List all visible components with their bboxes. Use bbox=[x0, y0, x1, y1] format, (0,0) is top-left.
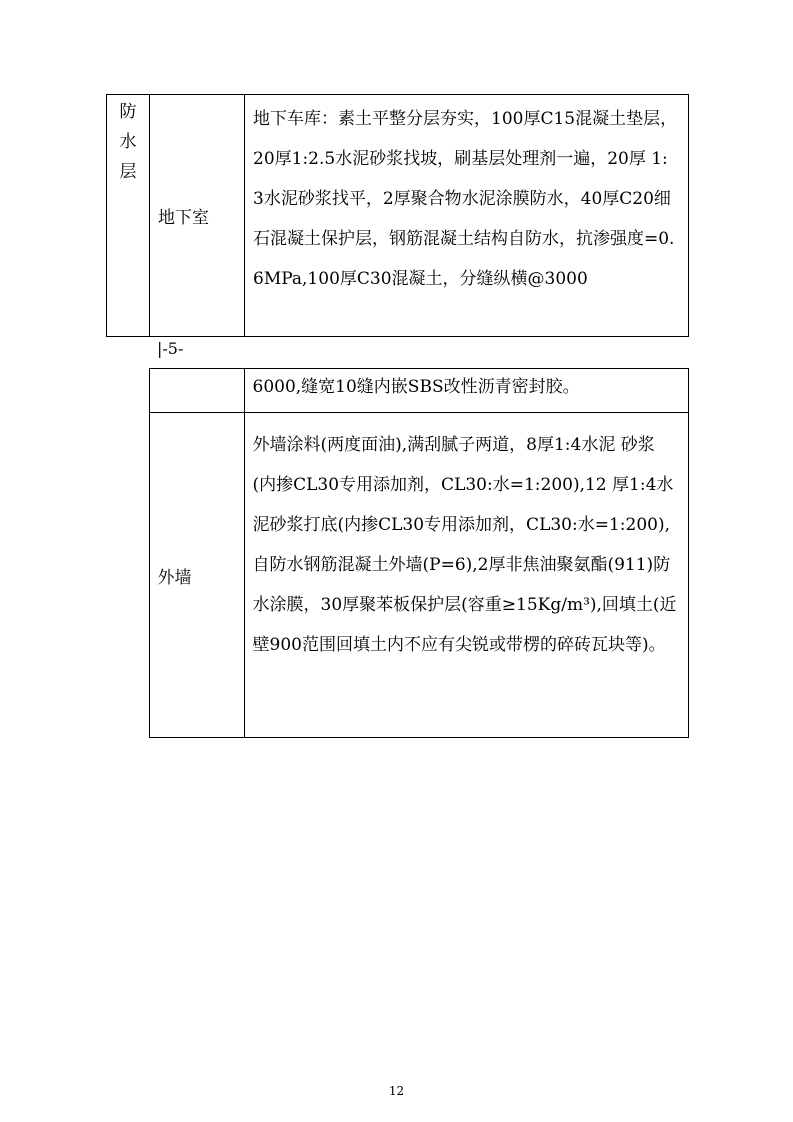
exterior-wall-label-cell bbox=[149, 413, 244, 738]
exterior-wall-label: 外墙 bbox=[157, 567, 192, 588]
category-cell bbox=[107, 95, 150, 337]
waterproof-table-part-2 bbox=[106, 368, 689, 738]
page-reference: |-5- bbox=[157, 339, 184, 358]
category-label: 防水层 bbox=[119, 102, 137, 182]
continuation-description: 6000,缝宽10缝内嵌SBS改性沥青密封胶。 bbox=[244, 369, 688, 413]
page-number: 12 bbox=[388, 1084, 405, 1098]
category-continuation-cell bbox=[106, 369, 149, 738]
basement-label-cell bbox=[150, 95, 245, 337]
exterior-wall-description: 外墙涂料(两度面油),满刮腻子两道，8厚1:4水泥 砂浆(内掺CL30专用添加剂，CL30:水=1:200),12 厚1:4水泥砂浆打底(内掺CL30专用添加剂，CL30:水=1:200),自防水钢筋混凝土外墙(P=6),2厚非焦油聚氨酯(911)防水涂膜，30厚聚苯板保护层(容重≥15Kg/m³),回填土(近壁900范围回填土内不应有尖锐或带楞的碎砖瓦块等)。 bbox=[244, 413, 688, 738]
empty-label-cell bbox=[149, 369, 244, 413]
waterproof-table-part-1 bbox=[106, 94, 689, 337]
basement-description: 地下车库：素土平整分层夯实，100厚C15混凝土垫层， 20厚1:2.5水泥砂浆找坡，刷基层处理剂一遍，20厚 1:3水泥砂浆找平，2厚聚合物水泥涂膜防水，40厚C20细石混凝土保护层，钢筋混凝土结构自防水，抗渗强度=0.6MPa,100厚C30混凝土，分缝纵横@3000 bbox=[245, 95, 689, 337]
basement-label: 地下室 bbox=[158, 208, 209, 228]
